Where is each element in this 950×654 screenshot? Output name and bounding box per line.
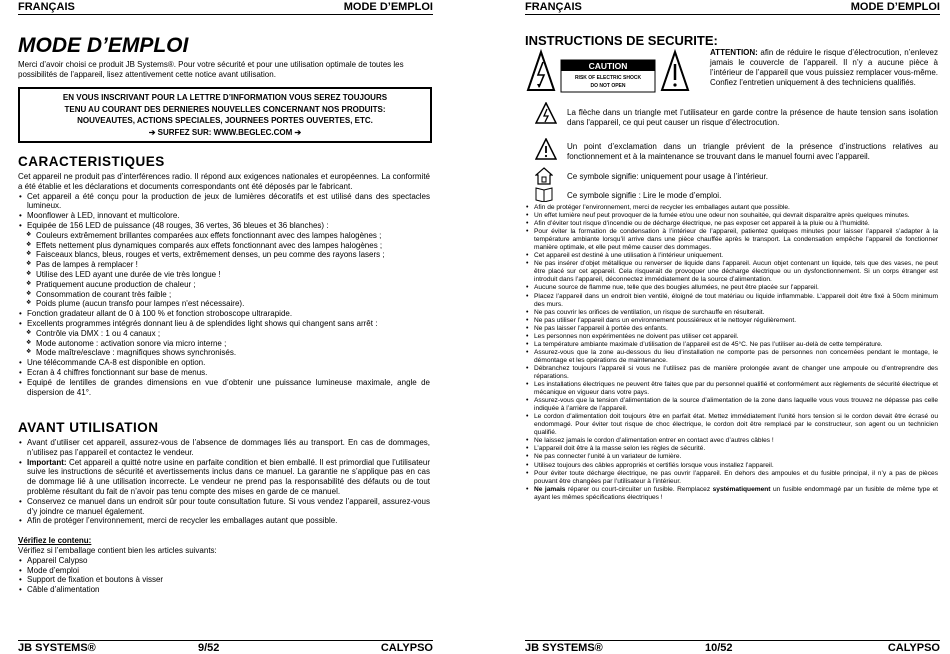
program-sublist — [18, 329, 430, 358]
list-item: • Assurez-vous que la zone au-dessous du lieu d’installation ne comporte pas de personnes non concernées pendant le montage, le démontage et les opérations de maintenance. — [525, 349, 938, 365]
caution-label-image — [525, 48, 703, 96]
list-item: • Ne pas utiliser l’appareil dans un environnement poussiéreux et le nettoyer régulièrement. — [525, 317, 938, 325]
list-item: ❖ Pas de lampes à remplacer ! — [18, 260, 430, 270]
fuse-rule-end: un fusible endommagé par un fusible de même type et ayant les mêmes spécifications électriques ! — [534, 485, 938, 501]
list-item: • Une télécommande CA-8 est disponible en option. — [18, 358, 430, 368]
list-item: • Ecran à 4 chiffres fonctionnant sur base de menus. — [18, 368, 430, 378]
list-item: • Pour éviter la formation de condensation à l’intérieur de l’appareil, patientez quelques minutes pour laisser l’appareil s’adapter à la température ambiante lorsqu’il arrive dans une pièce chauffée après le transport. La condensation empêche l’appareil de fonctionner manière optimale, et elle peut même causer des dommages. — [525, 228, 938, 252]
list-item — [525, 486, 938, 502]
right-page — [525, 0, 940, 654]
led-sublist — [18, 231, 430, 309]
list-item: • Ne pas laisser l’appareil à portée des enfants. — [525, 325, 938, 333]
carac-list-3 — [18, 358, 430, 397]
list-item: ❖ Utilise des LED ayant une durée de vie très longue ! — [18, 270, 430, 280]
newsletter-link[interactable]: ➔ SURFEZ SUR: WWW.BEGLEC.COM ➔ — [148, 127, 302, 137]
page-header — [18, 1, 433, 15]
attention-body: afin de réduire le risque d’électrocution, n’enlevez jamais le couvercle de l’appareil. Il n’y a aucune pièce à l’intérieur de l’appareil que vous puissiez remplacer vous-même. Confiez l’entretien uniquement à des techniciens qualifiés. — [710, 48, 938, 87]
caution-subtext-1: RISK OF ELECTRIC SHOCK — [574, 75, 642, 81]
lightning-triangle-icon — [528, 52, 554, 90]
list-item: • Assurez-vous que la tension d’alimentation de la source d’alimentation de la zone dans laquelle vous vous trouvez ne dépasse pas celle indiquée à l’arrière de l’appareil. — [525, 397, 938, 413]
list-item: • Ne pas connecter l’unité à un variateur de lumière. — [525, 453, 938, 461]
list-item: • Fonction gradateur allant de 0 à 100 % et fonction stroboscope ultrarapide. — [18, 309, 430, 319]
newsletter-box — [18, 87, 432, 143]
footer-product: CALYPSO — [887, 642, 940, 654]
list-item: ❖ Contrôle via DMX : 1 ou 4 canaux ; — [18, 329, 430, 339]
symbol-description: La flèche dans un triangle met l’utilisateur en garde contre la présence de haute tension sans isolation dans l'appareil, ce qui peut causer un risque d’électrocution. — [567, 108, 938, 127]
list-item: • Avant d’utiliser cet appareil, assurez-vous de l’absence de dommages liés au transport. En cas de dommages, n’utilisez pas l’appareil et contactez le vendeur. — [18, 438, 430, 458]
list-item: ❖ Mode maître/esclave : magnifiques shows synchronisés. — [18, 348, 430, 358]
never-label: Ne jamais — [534, 485, 566, 493]
list-item: ❖ Consommation de courant très faible ; — [18, 290, 430, 300]
list-item: • Equipée de 156 LED de puissance (48 rouges, 36 vertes, 36 bleues et 36 blanches) : — [18, 221, 430, 231]
footer-product: CALYPSO — [380, 642, 433, 654]
page-title: MODE D’EMPLOI — [18, 34, 189, 57]
header-mode: MODE D’EMPLOI — [850, 1, 940, 13]
symbol-description: Un point d’exclamation dans un triangle prévient de la présence d’instructions relatives au fonctionnement et à la maintenance se trouvant dans le manuel fourni avec l’appareil. — [567, 142, 938, 161]
list-item: • Utilisez toujours des câbles appropriés et certifiés lorsque vous installez l’appareil. — [525, 462, 938, 470]
section-title-caracteristiques: CARACTERISTIQUES — [18, 154, 165, 169]
list-item: • Pour éviter toute décharge électrique, ne pas ouvrir l’appareil. En dehors des ampoules et du fusible principal, il n’y a pas de pièces pouvant être changées par l’utilisateur à l’intérieur. — [525, 470, 938, 486]
verify-intro: Vérifiez si l’emballage contient bien les articles suivants: — [18, 545, 217, 555]
read-manual-book-icon — [535, 186, 553, 202]
list-item: • L’appareil doit être à la masse selon les règles de sécurité. — [525, 445, 938, 453]
list-item: ❖ Mode autonome : activation sonore via micro interne ; — [18, 339, 430, 349]
caution-text: CAUTION — [588, 61, 628, 71]
list-item: • Câble d’alimentation — [18, 585, 430, 595]
list-item: ❖ Effets nettement plus dynamiques comparés aux effets fonctionnant avec des lampes halogènes ; — [18, 241, 430, 251]
verify-list — [18, 556, 430, 595]
list-item: • Débranchez toujours l’appareil si vous ne l’utilisez pas de manière prolongée avant de changer une ampoule ou d’entreprendre des réparations. — [525, 365, 938, 381]
list-item: • Ne pas insérer d’objet métallique ou renverser de liquide dans l’appareil. Aucun objet contenant un liquide, tels que des vases, ne peut être placé sur cet appareil. Cela risquerait de provoquer une décharge électrique ou un dysfonctionnement. Si un corps étranger est introduit dans l’appareil, déconnectez immédiatement de la source d’alimentation. — [525, 260, 938, 284]
header-language: FRANÇAIS — [525, 1, 582, 13]
page-title: INSTRUCTIONS DE SECURITE: — [525, 33, 718, 48]
important-label: Important: — [27, 457, 67, 467]
fuse-rule-text: réparer ou court-circuiter un fusible. Remplacez — [565, 485, 713, 493]
exclamation-triangle-icon — [662, 52, 688, 90]
list-item: • Placez l’appareil dans un endroit bien ventilé, éloigné de tout matériau ou liquide inflammable. L’appareil doit être fixé à 50cm minimum des murs. — [525, 293, 938, 309]
list-item: • Support de fixation et boutons à visser — [18, 575, 430, 585]
list-item: • Moonflower à LED, innovant et multicolore. — [18, 211, 430, 221]
list-item: ❖ Poids plume (aucun transfo pour lampes n'est nécessaire). — [18, 299, 430, 309]
footer-page-number: 10/52 — [705, 642, 733, 654]
list-item: • Cet appareil est destiné à une utilisation à l’intérieur uniquement. — [525, 252, 938, 260]
list-item: • Mode d’emploi — [18, 566, 430, 576]
list-item: • La température ambiante maximale d’utilisation de l’appareil est de 45°C. Ne pas l’utiliser au-delà de cette température. — [525, 341, 938, 349]
attention-label: ATTENTION: — [710, 48, 758, 57]
newsletter-line: TENU AU COURANT DES DERNIERES NOUVELLES CONCERNANT NOS PRODUITS: — [64, 104, 386, 114]
list-item: ❖ Faisceaux blancs, bleus, rouges et verts, extrêmement denses, un peu comme des rayons lasers ; — [18, 250, 430, 260]
list-item: • Ne laissez jamais le cordon d’alimentation entrer en contact avec d’autres câbles ! — [525, 437, 938, 445]
systematic-label: systématiquement — [712, 485, 771, 493]
list-item: • Aucune source de flamme nue, telle que des bougies allumées, ne peut être placée sur l’appareil. — [525, 284, 938, 292]
carac-intro: Cet appareil ne produit pas d’interférences radio. Il répond aux exigences nationales et européennes. La conformité a été établie et les déclarations et documents correspondants ont été déposés par le fabricant. — [18, 172, 430, 191]
exclamation-triangle-icon — [535, 138, 557, 160]
list-item: • Afin de protéger l’environnement, merci de recycler les emballages autant que possible. — [525, 204, 938, 212]
list-item: • Un effet lumière neuf peut provoquer de la fumée et/ou une odeur non souhaitée, qui devrait disparaître après quelques minutes. — [525, 212, 938, 220]
attention-text — [710, 48, 938, 88]
indoor-house-icon — [535, 167, 553, 185]
list-item: • Conservez ce manuel dans un endroit sûr pour toute consultation future. Si vous vendez l’appareil, assurez-vous d’y joindre ce manuel également. — [18, 497, 430, 517]
list-item: ❖ Pratiquement aucune production de chaleur ; — [18, 280, 430, 290]
newsletter-line: EN VOUS INSCRIVANT POUR LA LETTRE D’INFORMATION VOUS SEREZ TOUJOURS — [62, 93, 388, 102]
list-item: • Excellents programmes intégrés donnant lieu à de splendides light shows qui changent sans arrêt : — [18, 319, 430, 329]
avant-body — [18, 438, 430, 595]
symbol-description: Ce symbole signifie : Lire le mode d’emploi. — [567, 191, 722, 200]
verify-title: Vérifiez le contenu: — [18, 536, 92, 546]
list-item: • Les installations électriques ne peuvent être faites que par du personnel qualifié et conformément aux règlements de sécurité électrique et mécanique en vigueur dans votre pays. — [525, 381, 938, 397]
page-footer — [18, 640, 433, 654]
footer-brand: JB SYSTEMS® — [525, 642, 603, 654]
newsletter-line: NOUVEAUTES, ACTIONS SPECIALES, JOURNEES PORTES OUVERTES, ETC. — [77, 116, 373, 125]
lightning-triangle-icon — [535, 102, 557, 124]
list-item: • Afin d’éviter tout risque d’incendie ou de décharge électrique, ne pas exposer cet appareil à la pluie ou à l’humidité. — [525, 220, 938, 228]
list-item: • Afin de protéger l’environnement, merci de recycler les emballages autant que possible. — [18, 516, 430, 526]
footer-brand: JB SYSTEMS® — [18, 642, 96, 654]
page-footer — [525, 640, 940, 654]
list-item: • Cet appareil a été conçu pour la production de jeux de lumières décoratifs et est utilisé dans des spectacles lumineux. — [18, 192, 430, 212]
list-item: • Les personnes non expérimentées ne doivent pas utiliser cet appareil. — [525, 333, 938, 341]
footer-page-number: 9/52 — [198, 642, 220, 654]
list-item: • Ne pas couvrir les orifices de ventilation, un risque de surchauffe en résulterait. — [525, 309, 938, 317]
header-mode: MODE D’EMPLOI — [343, 1, 433, 13]
list-item: ❖ Couleurs extrêmement brillantes comparées aux effets fonctionnant avec des lampes halogènes ; — [18, 231, 430, 241]
carac-list — [18, 192, 430, 231]
list-item: • Le cordon d’alimentation doit toujours être en parfait état. Mettez immédiatement l’unité hors tension si le cordon devait être écrasé ou endommagé. Pour éviter tout risque de choc électrique, le cordon doit être remplacé par le constructeur, son agent ou un technicien qualifié. — [525, 413, 938, 437]
carac-list-2 — [18, 309, 430, 329]
intro-text: Merci d’avoir choisi ce produit JB Systems®. Pour votre sécurité et pour une utilisation optimale de toutes les possibilités de l’appareil, lisez attentivement cette notice avant utilisation. — [18, 60, 404, 79]
list-item: • Appareil Calypso — [18, 556, 430, 566]
caracteristiques-body — [18, 172, 430, 397]
left-page — [18, 0, 433, 654]
symbol-description: Ce symbole signifie: uniquement pour usage à l’intérieur. — [567, 172, 769, 181]
caution-subtext-2: DO NOT OPEN — [590, 83, 626, 89]
important-text: Cet appareil a quitté notre usine en parfaite condition et bien emballé. Il est primordial que l’utilisateur suive les instructions de sécurité et avertissements inclus dans ce manuel. La garantie ne s’applique pas en cas de dommage lié à une utilisation incorrecte. Le vendeur ne prend pas la responsabilité des défauts ou de tout problème résultant du fait de n’avoir pas tenu compte des mises en garde de ce manuel. — [27, 457, 430, 496]
avant-list — [18, 438, 430, 526]
page-header — [525, 1, 940, 15]
header-language: FRANÇAIS — [18, 1, 75, 13]
list-item: • Equipé de lentilles de grandes dimensions en vue d’obtenir une puissance lumineuse maximale, angle de dispersion de 41°. — [18, 378, 430, 398]
safety-rules-list — [525, 204, 938, 502]
section-title-avant: AVANT UTILISATION — [18, 420, 159, 435]
list-item — [18, 458, 430, 497]
